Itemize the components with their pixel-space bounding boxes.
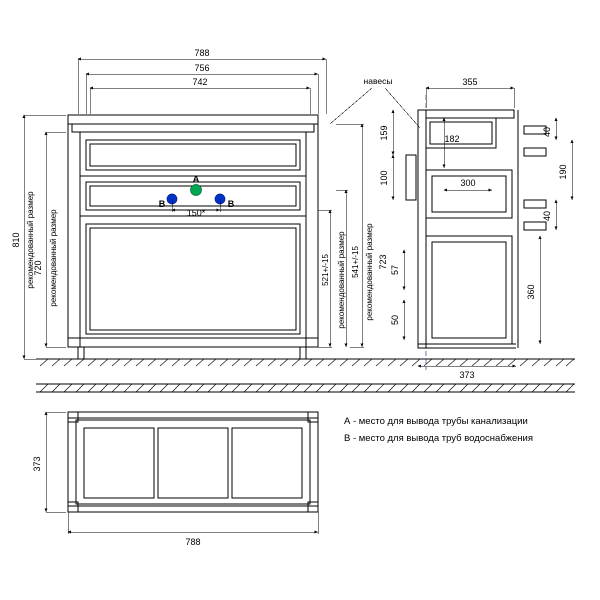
dim-190: 190 [558,164,568,180]
dim-373-top: 373 [32,456,42,472]
legend [344,413,594,447]
top-view [36,384,575,534]
label-recommended-4: рекомендованный размер [365,223,374,321]
dim-541: 541+/-15 [351,246,360,278]
dim-360: 360 [526,284,536,300]
dim-50: 50 [390,314,400,326]
legend-item-a: А - место для вывода трубы канализации [344,416,528,427]
dim-355: 355 [462,77,478,87]
front-view [36,115,575,366]
legend-item-b: В - место для вывода труб водоснабжения [344,433,533,444]
dim-159: 159 [379,125,389,141]
navesy-leader [330,88,420,128]
point-b-right-label: В [227,199,235,209]
dim-723: 723 [378,254,388,270]
dim-100: 100 [379,170,389,186]
connection-points [167,185,225,205]
dim-150: 150* [186,208,206,218]
label-navesy: навесы [363,76,393,86]
dim-300: 300 [460,178,476,188]
point-a-label: А [192,174,200,184]
dim-788-front: 788 [194,48,210,58]
dim-57: 57 [390,264,400,276]
label-recommended-2: рекомендованный размер [49,209,58,307]
dim-40-bottom: 40 [542,210,552,222]
dim-756-front: 756 [194,63,210,73]
dim-40-top: 40 [542,126,552,138]
label-recommended-3: рекомендованный размер [337,231,346,329]
dim-182: 182 [444,134,460,144]
dim-521: 521+/-15 [321,254,330,286]
dim-788-top: 788 [185,537,201,547]
dim-810-total: 810 [11,232,21,248]
point-b-left-label: В [158,199,166,209]
dim-373-side: 373 [459,370,475,380]
dim-720: 720 [33,260,43,276]
side-view [406,110,546,348]
label-recommended-1: рекомендованный размер [26,191,35,289]
dim-742-front: 742 [192,77,208,87]
